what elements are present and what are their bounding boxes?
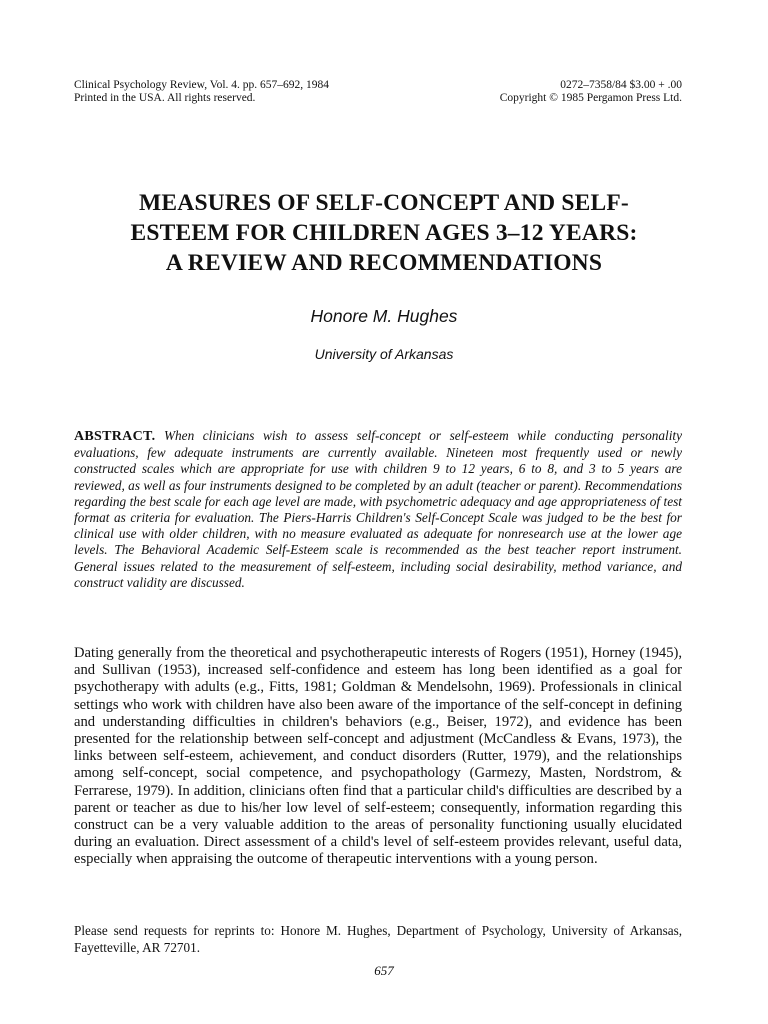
reprint-footnote: Please send requests for reprints to: Honore M. Hughes, Department of Psychology, University of Arkansas, Fayetteville, AR 72701. [74,923,682,955]
article-title [40,188,728,278]
citation-line: Clinical Psychology Review, Vol. 4. pp. 657–692, 1984 [74,79,330,91]
abstract [74,428,682,591]
journal-citation [74,79,329,105]
abstract-label: ABSTRACT. [74,429,156,444]
price-code-line: 0272–7358/84 $3.00 + .00 [560,79,682,91]
body-paragraph: Dating generally from the theoretical and psychotherapeutic interests of Rogers (1951), Horney (1945), and Sullivan (1953), increased self-confidence and esteem has long been identified as a goal for psychotherapy with adults (e.g., Fitts, 1981; Goldman & Mendelsohn, 1969). Professionals in clinical settings who work with children have also been aware of the importance of the self-concept in defining and understanding difficulties in children's behaviors (e.g., Beiser, 1972), and evidence has been presented for the relationship between self-concept and adjustment (McCandless & Evans, 1973), the links between self-esteem, achievement, and conduct disorders (Rutter, 1979), and the relationships among self-concept, social competence, and psychopathology (Garmezy, Masten, Nordstrom, & Ferrarese, 1979). In addition, clinicians often find that a particular child's difficulties are described by a parent or teacher as due to his/her low level of self-esteem; consequently, information regarding this construct can be a very valuable addition to the areas of personality functioning usually elucidated during an evaluation. Direct assessment of a child's level of self-esteem provides relevant, useful data, especially when appraising the outcome of therapeutic interventions with a young person. [74,645,682,868]
rights-line: Printed in the USA. All rights reserved. [74,92,256,104]
author-affiliation: University of Arkansas [314,346,454,362]
copyright-block [500,79,682,105]
author-name: Honore M. Hughes [310,306,458,326]
title-line-1: MEASURES OF SELF-CONCEPT AND SELF- [139,190,629,216]
abstract-text: When clinicians wish to assess self-concept or self-esteem while conducting personality evaluations, few adequate instruments are currently available. Nineteen most frequently used or newly constructed scales which are appropriate for use with children 9 to 12 years, 6 to 8, and 3 to 5 years are reviewed, as well as four instruments designed to be completed by an adult (teacher or parent). Recommendations regarding the best scale for each age level are made, with psychometric adequacy and age appropriateness of test format as criteria for evaluation. The Piers-Harris Children's Self-Concept Scale was judged to be the best for clinical use with older children, with no measure evaluated as adequate for nonresearch use at the lower age levels. The Behavioral Academic Self-Esteem scale is recommended as the best teacher report instrument. General issues related to the measurement of self-esteem, including social desirability, method variance, and construct validity are discussed. [74,428,683,590]
title-line-2: ESTEEM FOR CHILDREN AGES 3–12 YEARS: [130,220,638,246]
page-number: 657 [374,963,394,978]
copyright-line: Copyright © 1985 Pergamon Press Ltd. [499,92,682,104]
title-line-3: A REVIEW AND RECOMMENDATIONS [165,250,603,276]
